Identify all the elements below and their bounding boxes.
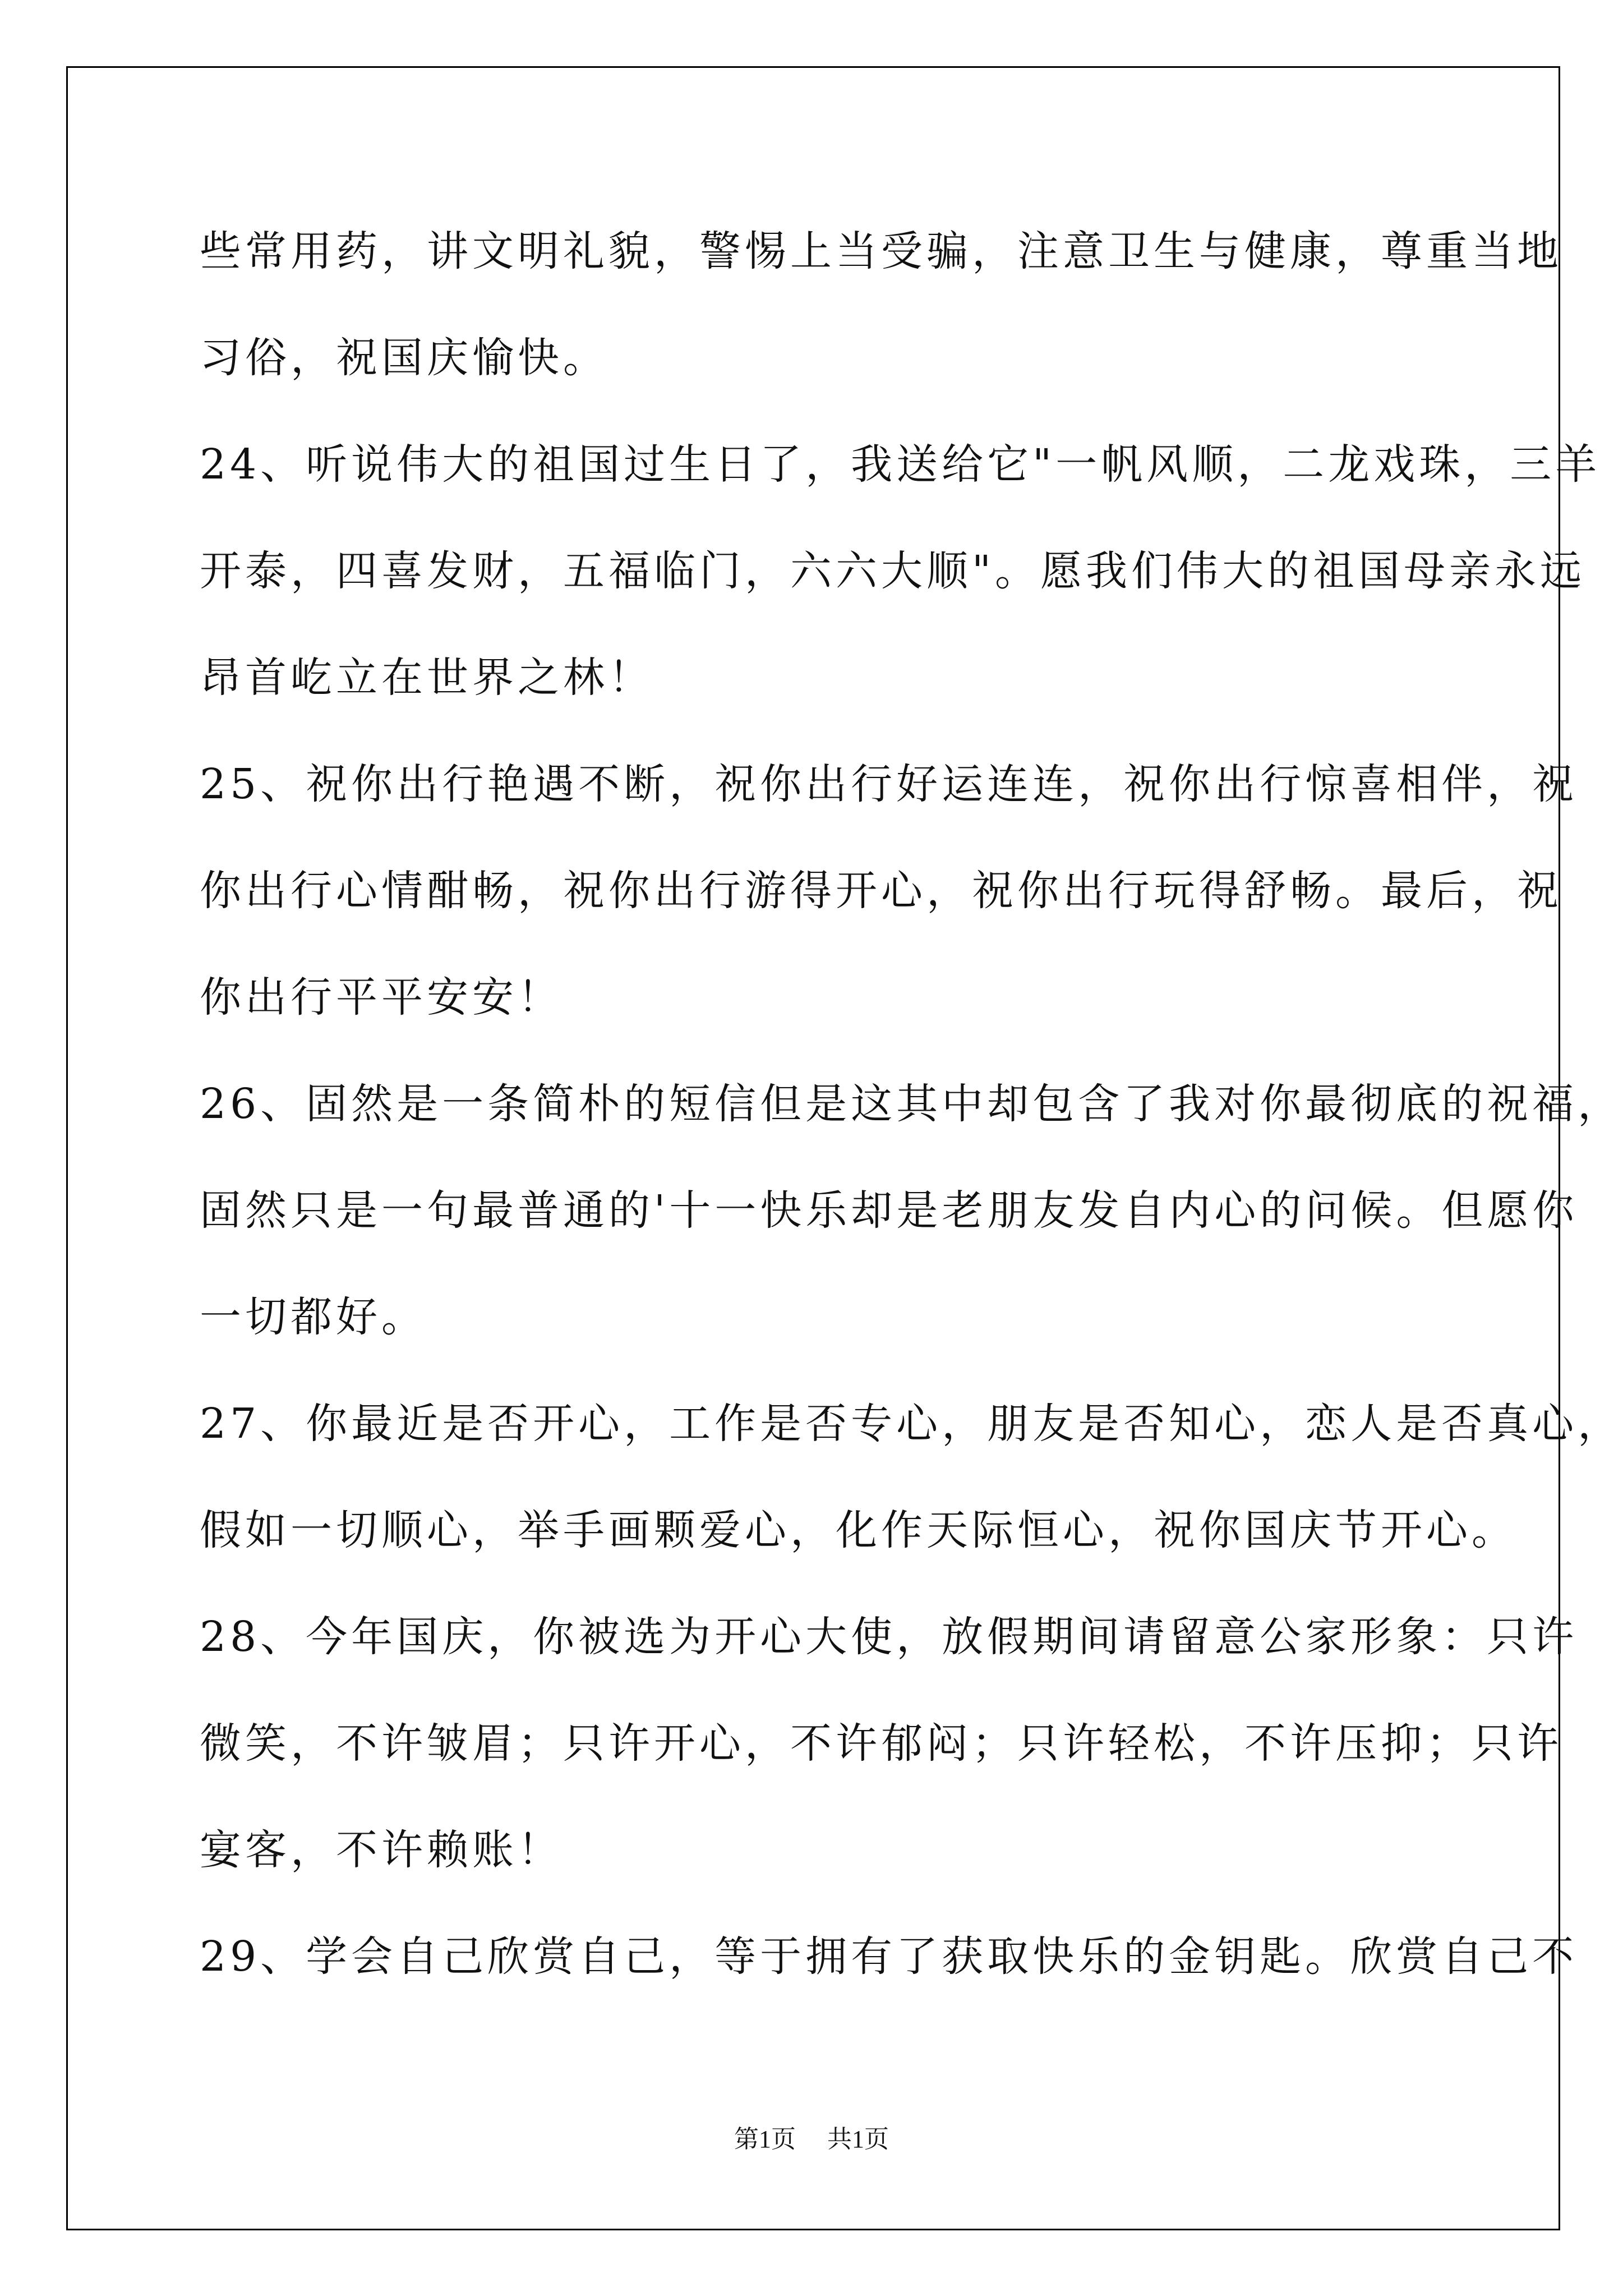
text-line: 昂首屹立在世界之林！ [200, 654, 654, 702]
text-line: 27、你最近是否开心，工作是否专心，朋友是否知心，恋人是否真心， [200, 1400, 1623, 1448]
text-line: 固然只是一句最普通的'十一快乐却是老朋友发自内心的问候。但愿你 [200, 1186, 1578, 1235]
text-line: 26、固然是一条简朴的短信但是这其中却包含了我对你最彻底的祝福， [200, 1080, 1623, 1128]
text-line: 开泰，四喜发财，五福临门，六六大顺"。愿我们伟大的祖国母亲永远 [200, 547, 1586, 595]
text-line: 宴客，不许赖账！ [200, 1826, 563, 1874]
text-line: 你出行平平安安！ [200, 973, 563, 1022]
text-line: 29、学会自己欣赏自己，等于拥有了获取快乐的金钥匙。欣赏自己不 [200, 1932, 1578, 1981]
text-line: 28、今年国庆，你被选为开心大使，放假期间请留意公家形象：只许 [200, 1613, 1578, 1661]
text-line: 习俗，祝国庆愉快。 [200, 334, 608, 382]
page-number-total: 共1页 [827, 2125, 889, 2153]
text-line: 微笑，不许皱眉；只许开心，不许郁闷；只许轻松，不许压抑；只许 [200, 1719, 1562, 1768]
page-footer [0, 2123, 1623, 2156]
text-line: 24、听说伟大的祖国过生日了，我送给它"一帆风顺，二龙戏珠，三羊 [200, 440, 1601, 489]
text-line: 一切都好。 [200, 1293, 427, 1341]
text-line: 些常用药，讲文明礼貌，警惕上当受骗，注意卫生与健康，尊重当地 [200, 227, 1562, 275]
page-border [66, 66, 1560, 2230]
text-line: 25、祝你出行艳遇不断，祝你出行好运连连，祝你出行惊喜相伴，祝 [200, 760, 1578, 808]
page-number-current: 第1页 [734, 2125, 796, 2153]
text-line: 假如一切顺心，举手画颗爱心，化作天际恒心，祝你国庆节开心。 [200, 1506, 1517, 1554]
text-line: 你出行心情酣畅，祝你出行游得开心，祝你出行玩得舒畅。最后，祝 [200, 867, 1562, 915]
